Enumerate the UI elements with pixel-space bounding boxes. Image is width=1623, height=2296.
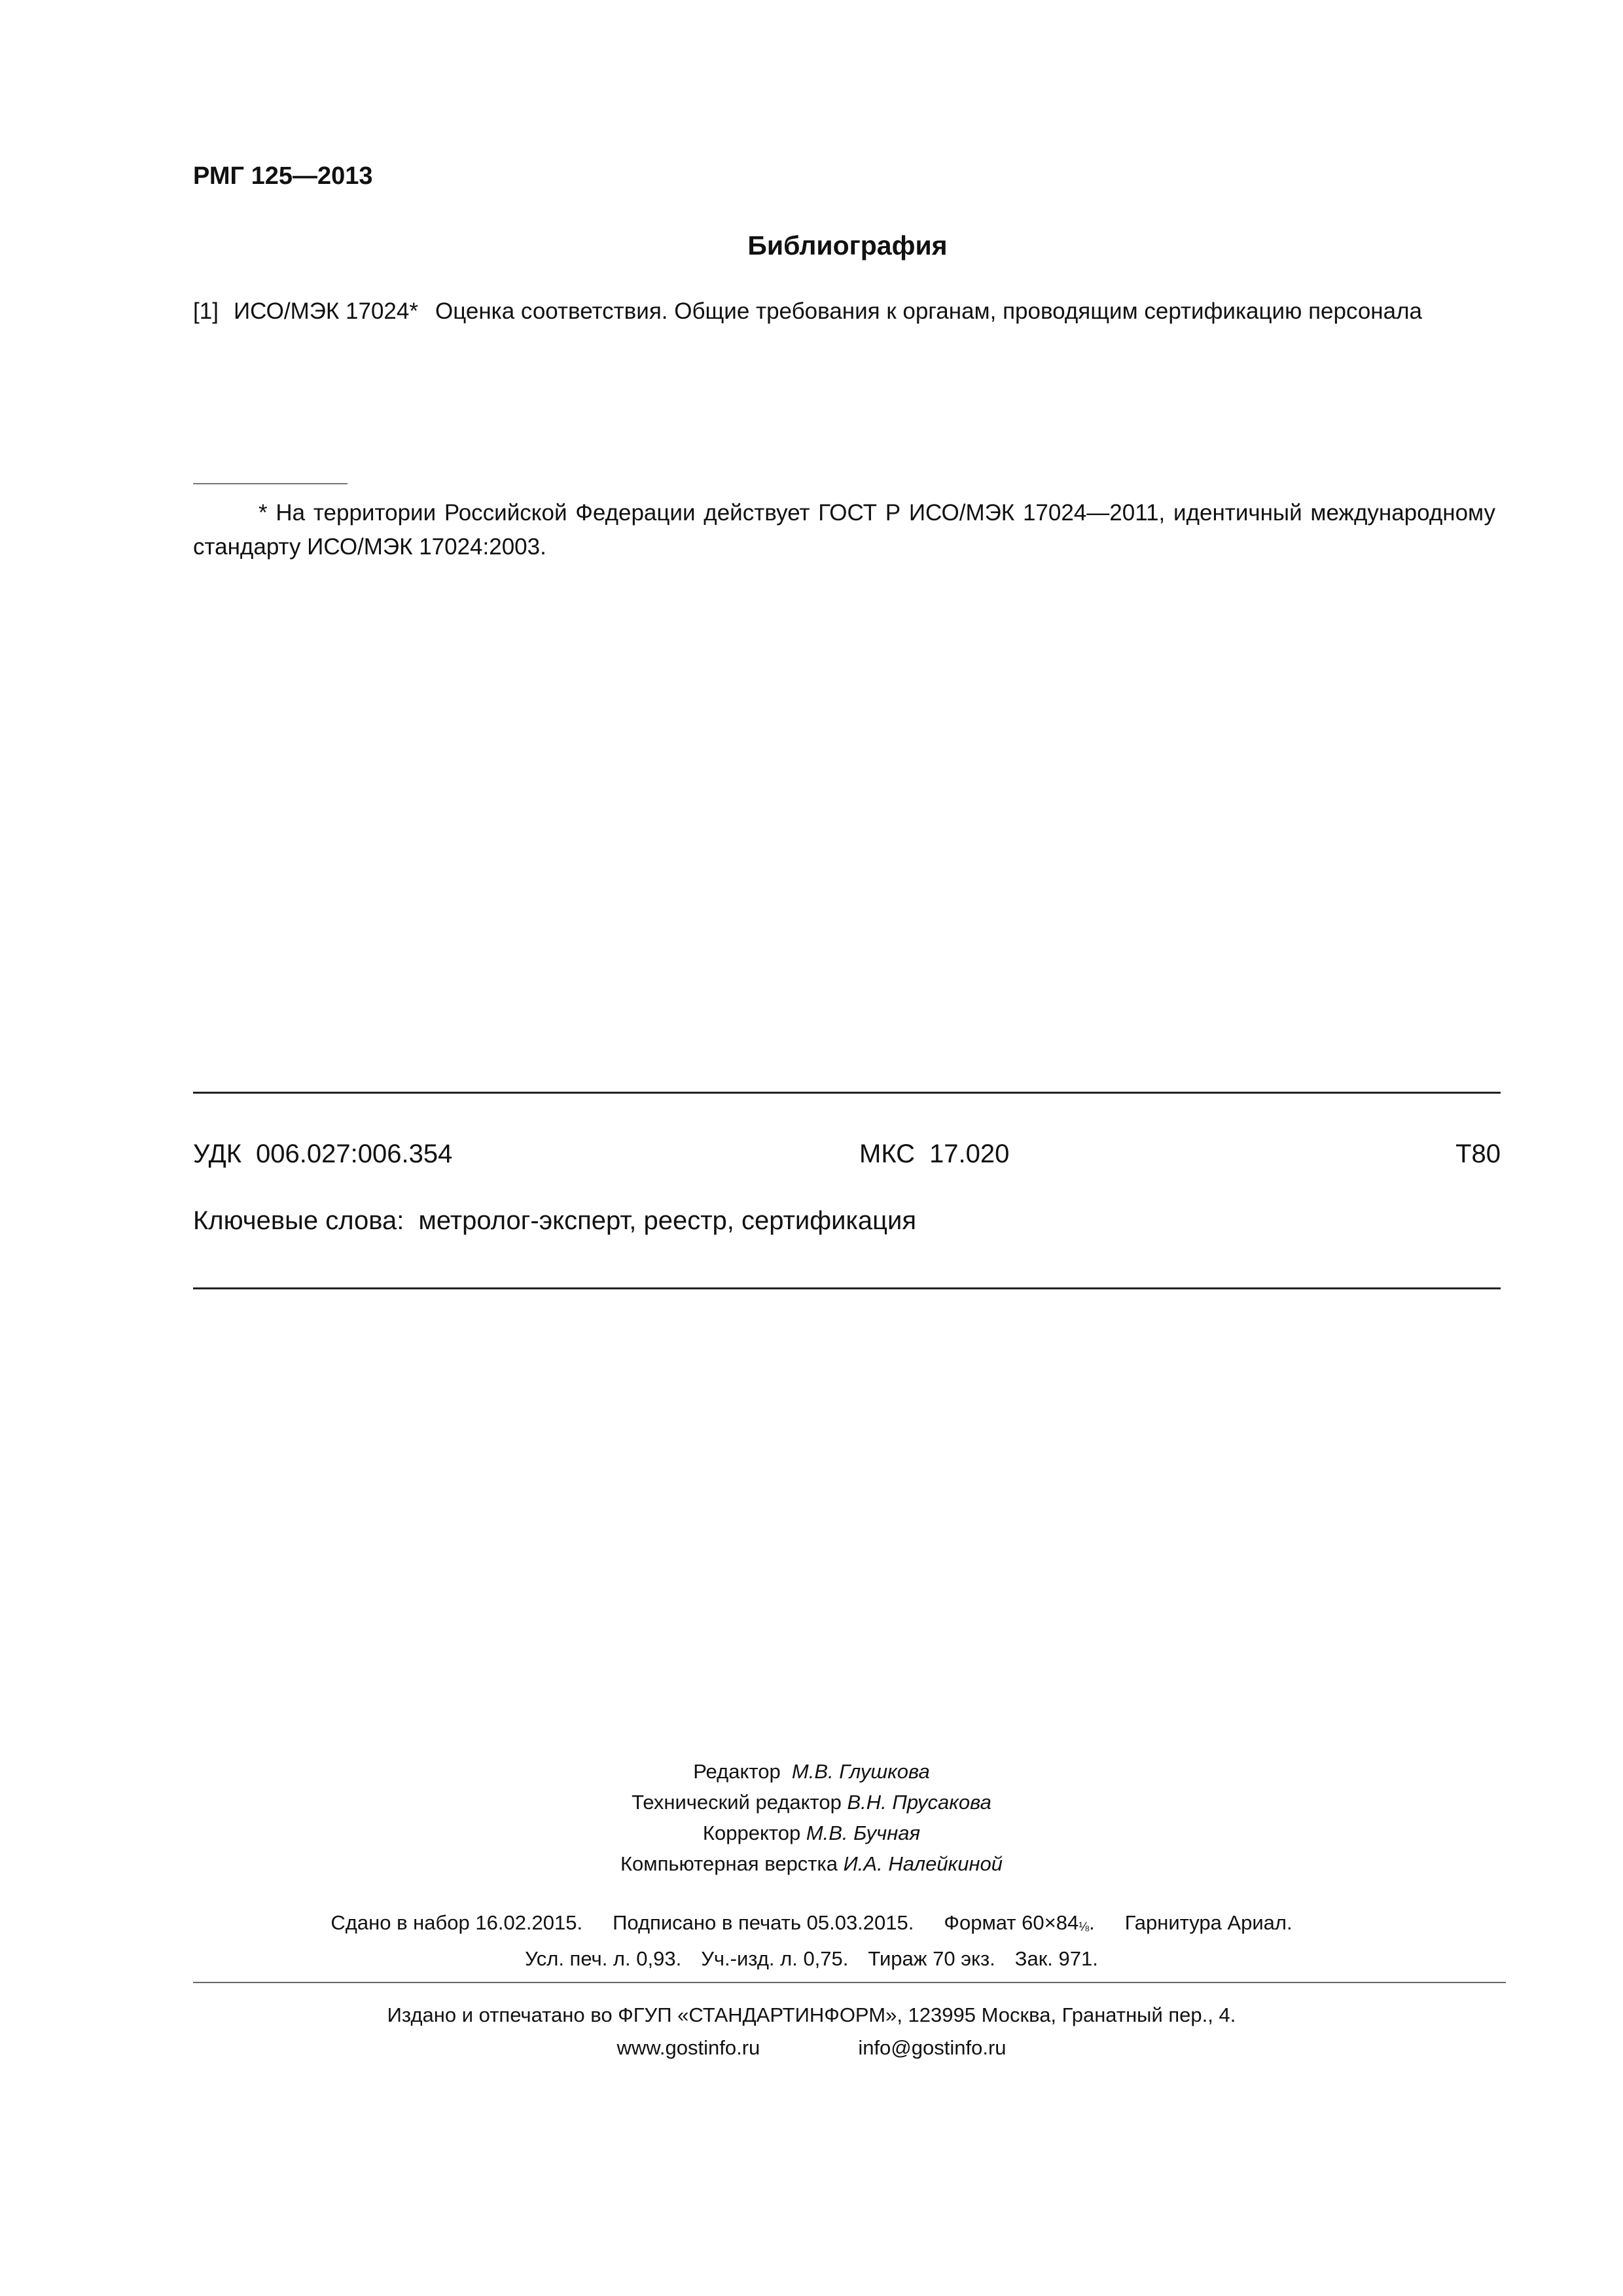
- document-code: РМГ 125—2013: [193, 162, 373, 190]
- typeset-date: Сдано в набор 16.02.2015.: [330, 1911, 583, 1934]
- credit-role: Редактор: [693, 1760, 781, 1783]
- credit-name: И.А. Налейкиной: [843, 1852, 1003, 1875]
- credit-layout: [0, 1848, 1623, 1879]
- divider-bottom: [193, 1287, 1501, 1289]
- credit-role: Технический редактор: [632, 1791, 842, 1814]
- okp-code: Т80: [1455, 1139, 1501, 1168]
- bibliography-entry-number: [1]: [193, 298, 219, 324]
- keywords: [193, 1206, 916, 1236]
- keywords-label: Ключевые слова:: [193, 1206, 404, 1235]
- mks-value: 17.020: [929, 1139, 1010, 1168]
- footnote-text: * На территории Российской Федерации действует ГОСТ Р ИСО/МЭК 17024—2011, идентичный международному стандарту ИСО/МЭК 17024:2003.: [193, 500, 1495, 560]
- print-sheets: Усл. печ. л. 0,93.: [525, 1947, 682, 1970]
- publication-info-line-1: [0, 1907, 1623, 1943]
- bibliography-title: Библиография: [747, 230, 948, 260]
- credits: [0, 1756, 1623, 1879]
- credit-role: Корректор: [702, 1821, 801, 1844]
- keywords-value: метролог-эксперт, реестр, сертификация: [418, 1206, 917, 1235]
- credit-name: М.В. Бучная: [806, 1821, 921, 1844]
- edit-sheets: Уч.-изд. л. 0,75.: [701, 1947, 849, 1970]
- bibliography-entry-text: Оценка соответствия. Общие требования к органам, проводящим сертификацию персонала: [435, 298, 1422, 324]
- bibliography-entry: [193, 298, 1422, 325]
- publisher-website: www.gostinfo.ru: [616, 2036, 760, 2059]
- publication-info-line-2: [0, 1943, 1623, 1975]
- order-number: Зак. 971.: [1014, 1947, 1098, 1970]
- credit-editor: [0, 1756, 1623, 1787]
- publisher-email: info@gostinfo.ru: [858, 2036, 1007, 2059]
- udk-code: [193, 1139, 452, 1169]
- divider-top: [193, 1092, 1501, 1094]
- mks-code: [859, 1139, 1009, 1169]
- credit-name: В.Н. Прусакова: [847, 1791, 991, 1814]
- credit-name: М.В. Глушкова: [791, 1760, 930, 1783]
- mks-label: МКС: [859, 1139, 916, 1168]
- udk-label: УДК: [193, 1139, 242, 1168]
- signed-date: Подписано в печать 05.03.2015.: [613, 1911, 914, 1934]
- footnote-divider: [193, 483, 348, 484]
- publication-info: [0, 1907, 1623, 1975]
- format-fraction: ⅛: [1079, 1920, 1090, 1934]
- divider-publisher: [193, 1982, 1506, 1983]
- publisher-line: Издано и отпечатано во ФГУП «СТАНДАРТИНФОРМ», 123995 Москва, Гранатный пер., 4.: [387, 2003, 1236, 2026]
- typeface: Гарнитура Ариал.: [1124, 1911, 1293, 1934]
- publisher-contacts: [0, 2032, 1623, 2064]
- bibliography-entry-standard: ИСО/МЭК 17024*: [234, 298, 418, 324]
- print-run: Тираж 70 экз.: [868, 1947, 995, 1970]
- format-suffix: .: [1089, 1911, 1095, 1934]
- format-prefix: Формат 60×84: [944, 1911, 1079, 1934]
- credit-proofreader: [0, 1818, 1623, 1848]
- credit-role: Компьютерная верстка: [620, 1852, 838, 1875]
- udk-value: 006.027:006.354: [256, 1139, 453, 1168]
- credit-tech-editor: [0, 1787, 1623, 1818]
- publisher-info: [0, 1999, 1623, 2064]
